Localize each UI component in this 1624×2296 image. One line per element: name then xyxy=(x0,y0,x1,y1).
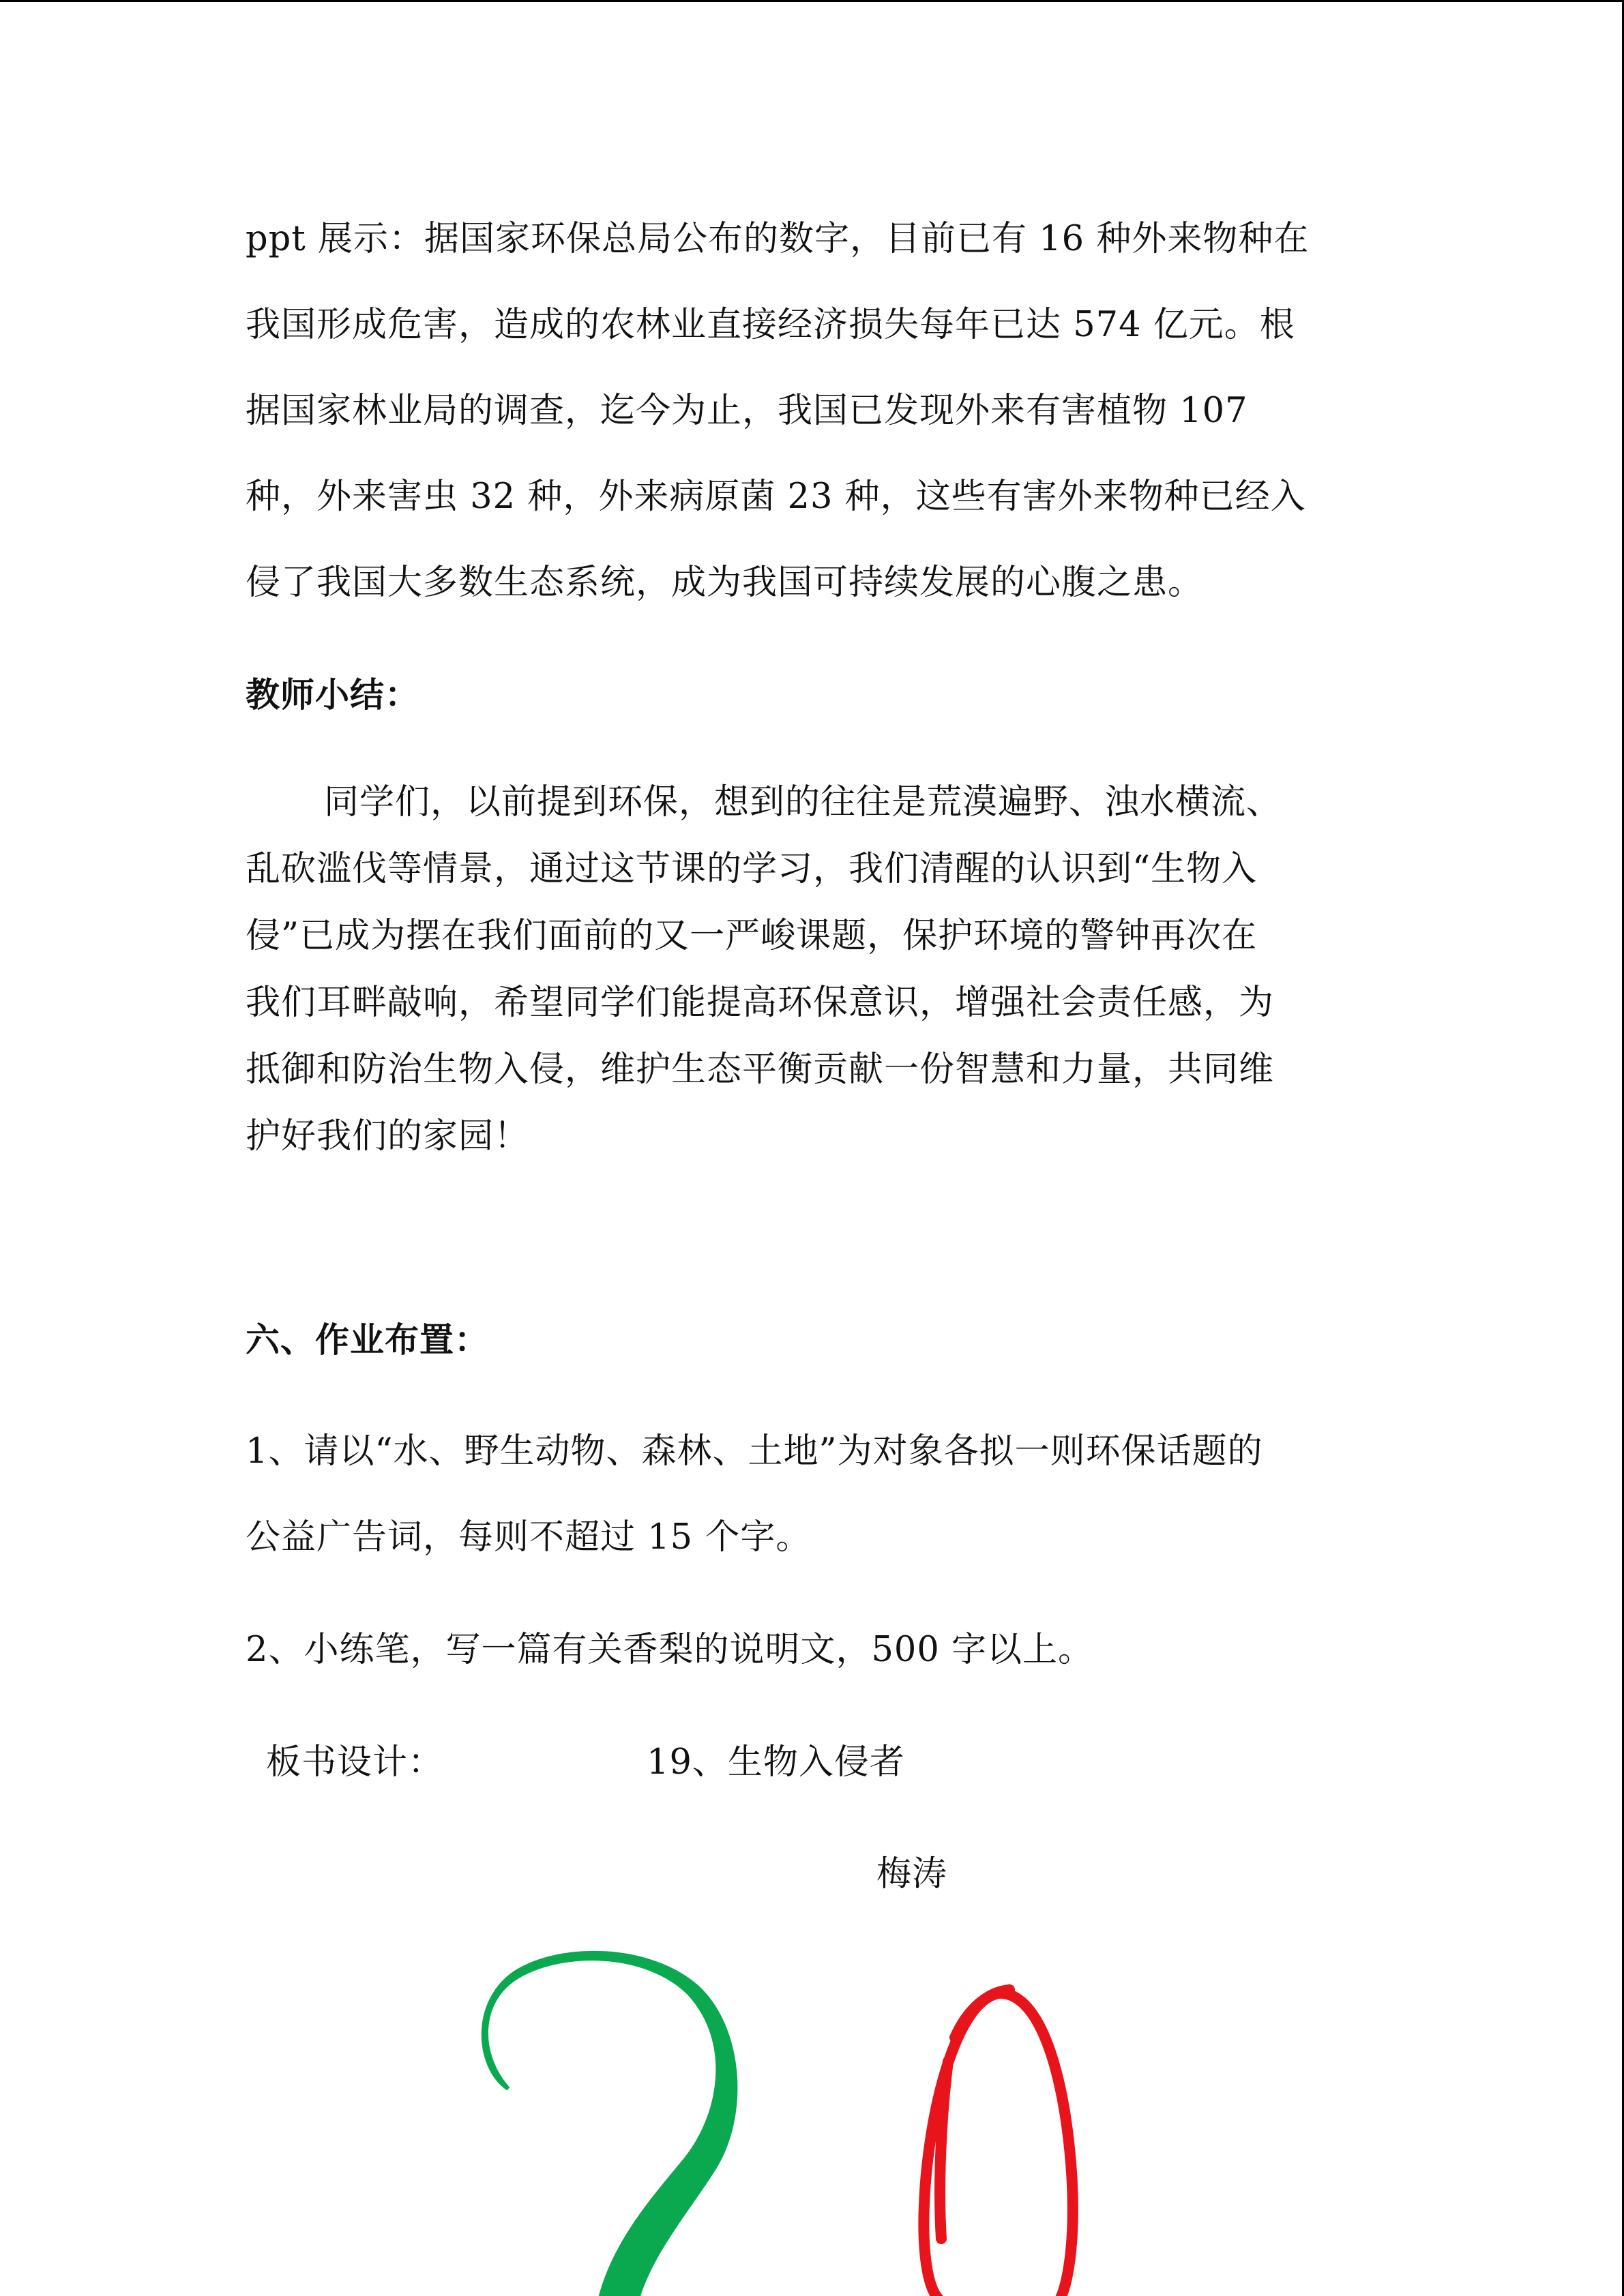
board-title: 19、生物入侵者 xyxy=(647,1742,905,1783)
zero-mark-icon xyxy=(924,1990,1072,2296)
summary-line-4: 我们耳畔敲响，希望同学们能提高环保意识，增强社会责任感，为 xyxy=(246,983,1275,1023)
intro-line-2: 我国形成危害，造成的农林业直接经济损失每年已达 574 亿元。根 xyxy=(246,305,1295,345)
intro-line-1: ppt 展示：据国家环保总局公布的数字，目前已有 16 种外来物种在 xyxy=(246,219,1310,259)
summary-line-5: 抵御和防治生物入侵，维护生态平衡贡献一份智慧和力量，共同维 xyxy=(246,1049,1275,1090)
homework-item-1-line-1: 1、请以“水、野生动物、森林、土地”为对象各拟一则环保话题的 xyxy=(246,1431,1263,1472)
question-mark-icon xyxy=(484,1953,736,2296)
summary-line-6: 护好我们的家园！ xyxy=(246,1116,530,1157)
intro-line-4: 种，外来害虫 32 种，外来病原菌 23 种，这些有害外来物种已经入 xyxy=(246,477,1306,517)
board-label: 板书设计： xyxy=(266,1742,444,1783)
summary-line-2: 乱砍滥伐等情景，通过这节课的学习，我们清醒的认识到“生物入 xyxy=(246,849,1258,889)
intro-line-3: 据国家林业局的调查，迄今为止，我国已发现外来有害植物 107 xyxy=(246,391,1248,431)
homework-heading: 六、作业布置： xyxy=(246,1320,489,1360)
intro-line-5: 侵了我国大多数生态系统，成为我国可持续发展的心腹之患。 xyxy=(246,563,1204,603)
homework-item-1-line-2: 公益广告词，每则不超过 15 个字。 xyxy=(246,1517,812,1557)
summary-heading: 教师小结： xyxy=(246,675,419,715)
homework-item-2: 2、小练笔，写一篇有关香梨的说明文，500 字以上。 xyxy=(246,1630,1094,1670)
board-drawing xyxy=(0,2,1624,2296)
summary-line-1: 同学们，以前提到环保，想到的往往是荒漠遍野、浊水横流、 xyxy=(324,782,1282,822)
summary-line-3: 侵”已成为摆在我们面前的又一严峻课题，保护环境的警钟再次在 xyxy=(246,916,1258,956)
board-author: 梅涛 xyxy=(876,1854,948,1894)
